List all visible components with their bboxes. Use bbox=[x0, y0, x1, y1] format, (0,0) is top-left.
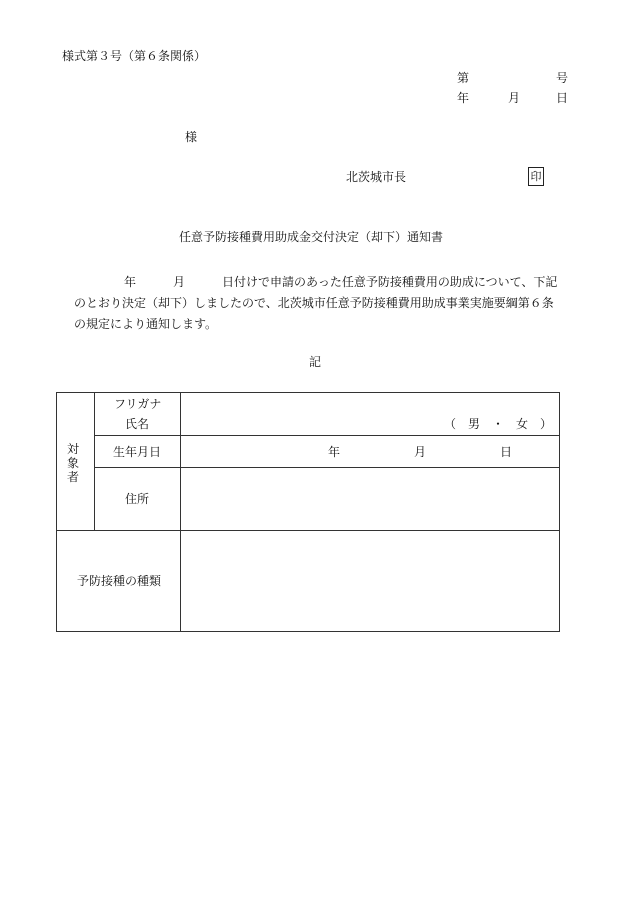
address-label: 住所 bbox=[125, 492, 150, 506]
form-number: 様式第３号（第６条関係） bbox=[62, 49, 207, 63]
birth-year: 年 bbox=[328, 445, 341, 459]
body-line-3: の規定により通知します。 bbox=[74, 317, 218, 331]
body-month: 月 bbox=[173, 275, 186, 289]
doc-number-go: 号 bbox=[556, 71, 569, 85]
body-line-1-rest: 日付けで申請のあった任意予防接種費用の助成について、下記 bbox=[222, 275, 558, 289]
ki-marker: 記 bbox=[309, 355, 322, 369]
doc-number-dai: 第 bbox=[457, 71, 470, 85]
target-person-label: 対象者 bbox=[66, 442, 79, 484]
seal-stamp: 印 bbox=[528, 167, 544, 186]
body-line-1 bbox=[74, 276, 557, 288]
name-label: 氏名 bbox=[125, 417, 150, 431]
gender-choice: （ 男 ・ 女 ） bbox=[444, 417, 553, 431]
birth-date-label: 生年月日 bbox=[113, 445, 162, 459]
date-day: 日 bbox=[556, 91, 569, 105]
issuer-name: 北茨城市長 bbox=[346, 170, 407, 184]
document-title: 任意予防接種費用助成金交付決定（却下）通知書 bbox=[179, 230, 444, 244]
birth-month: 月 bbox=[414, 445, 427, 459]
addressee-sama: 様 bbox=[185, 130, 198, 144]
body-year: 年 bbox=[124, 275, 137, 289]
vaccine-type-label: 予防接種の種類 bbox=[77, 574, 162, 588]
birth-day: 日 bbox=[500, 445, 513, 459]
body-line-2: のとおり決定（却下）しましたので、北茨城市任意予防接種費用助成事業実施要綱第６条 bbox=[74, 296, 554, 310]
furigana-label: フリガナ bbox=[114, 397, 162, 411]
date-month: 月 bbox=[508, 91, 521, 105]
date-year: 年 bbox=[457, 91, 470, 105]
